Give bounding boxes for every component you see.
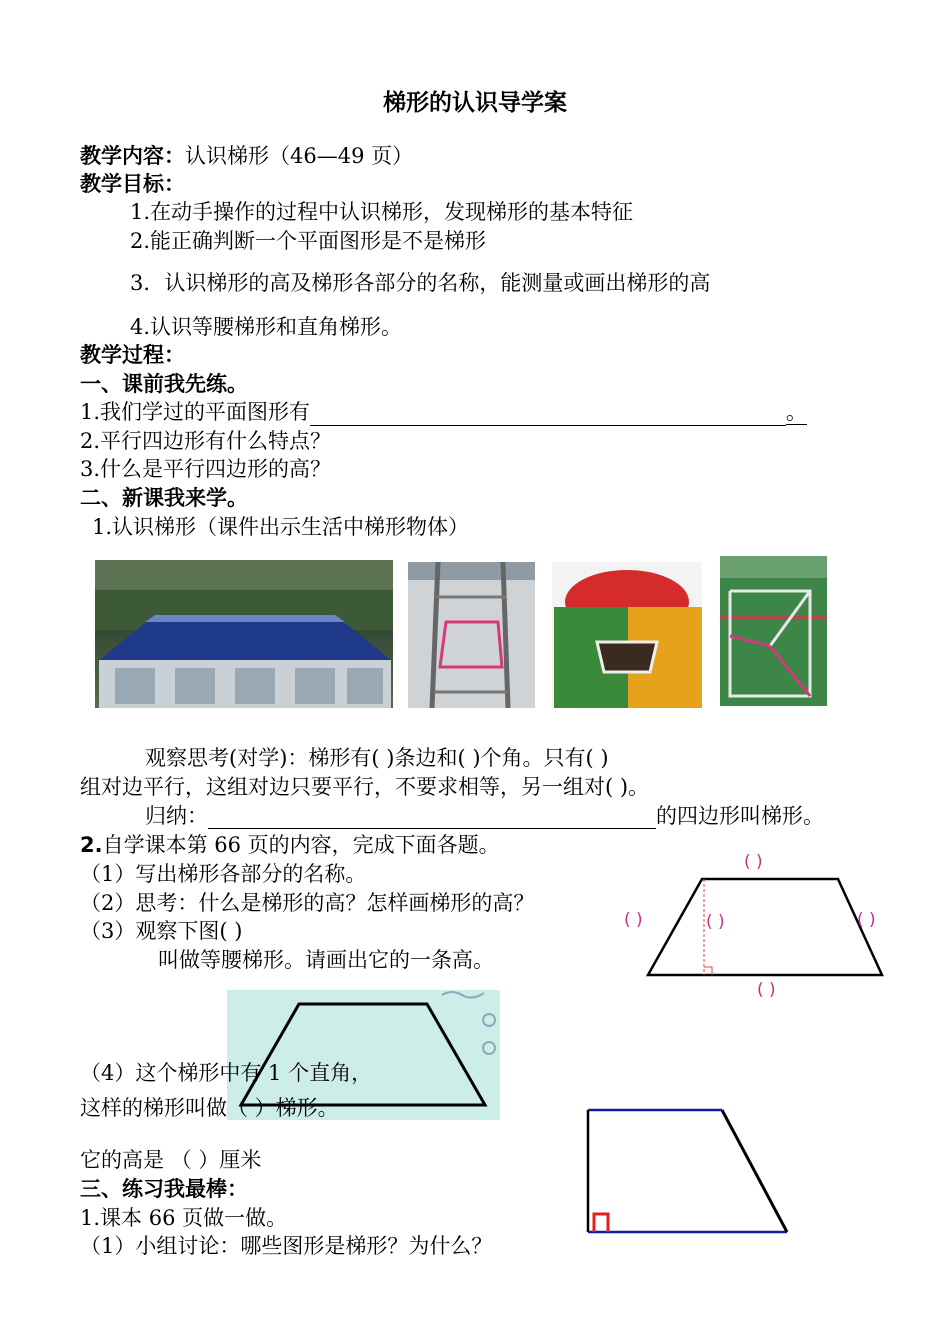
ladder-photo: [408, 562, 535, 708]
item2-number: 2.: [80, 833, 103, 857]
slanted-side: [722, 1110, 787, 1232]
sub-question-2: （2）思考：什么是梯形的高？怎样画梯形的高？: [80, 891, 535, 915]
label-top-paren: ( ): [744, 852, 763, 872]
section2-item1: 1.认识梯形（课件出示生活中梯形物体）: [92, 515, 470, 539]
pavilion-illustration: [95, 560, 393, 708]
right-angle-mark: [594, 1214, 608, 1232]
section1-q3: 3.什么是平行四边形的高？: [80, 457, 332, 481]
goal-item: 3．认识梯形的高及梯形各部分的名称，能测量或画出梯形的高: [130, 271, 711, 295]
goal-illustration: [720, 556, 827, 706]
answer-blank[interactable]: [310, 405, 786, 426]
section3-heading: 三、练习我最棒：: [80, 1177, 248, 1201]
goal-photo: [720, 556, 827, 706]
goal-item: 2.能正确判断一个平面图形是不是梯形: [130, 229, 487, 253]
goals-label: 教学目标：: [80, 172, 185, 196]
section3-sub1: （1）小组讨论：哪些图形是梯形？为什么？: [80, 1234, 493, 1258]
right-trapezoid-diagram: [582, 1102, 792, 1237]
observe-line1: 观察思考(对学)：梯形有( )条边和( )个角。只有( ): [145, 746, 609, 770]
sub-question-1: （1）写出梯形各部分的名称。: [80, 862, 367, 886]
section2-item2: [80, 832, 500, 858]
sub-question-3: （3）观察下图( ): [80, 919, 243, 943]
process-label: 教学过程：: [80, 343, 185, 367]
section1-q2: 2.平行四边形有什么特点？: [80, 429, 332, 453]
page-title: 梯形的认识导学案: [383, 90, 567, 116]
item2-text: 自学课本第 66 页的内容，完成下面各题。: [102, 833, 500, 857]
goal-item: 1.在动手操作的过程中认识梯形，发现梯形的基本特征: [130, 200, 634, 224]
label-height-paren: ( ): [706, 912, 725, 932]
ladder-illustration: [408, 562, 535, 708]
q1-text: 1.我们学过的平面图形有: [80, 400, 311, 424]
pavilion-photo: [95, 560, 393, 708]
label-bottom-paren: ( ): [757, 980, 776, 1000]
trapezoid-parts-diagram: [640, 875, 890, 980]
q1-end: 。: [786, 400, 808, 424]
summary-end: 的四边形叫梯形。: [656, 804, 824, 828]
isosceles-trapezoid-shape: [241, 1004, 485, 1105]
observe-line2: 组对边平行，这组对边只要平行，不要求相等，另一组对( )。: [80, 775, 650, 799]
sub-question-4: （4）这个梯形中有 1 个直角，: [80, 1061, 373, 1085]
height-question: 它的高是 （ ）厘米: [80, 1148, 262, 1172]
sub-question-3b: 叫做等腰梯形。请画出它的一条高。: [158, 948, 494, 972]
section1-q1: [80, 399, 807, 426]
label-right-paren: ( ): [857, 910, 876, 930]
section1-heading: 一、课前我先练。: [80, 372, 248, 396]
section2-heading: 二、新课我来学。: [80, 486, 248, 510]
goal-item: 4.认识等腰梯形和直角梯形。: [130, 315, 403, 339]
content-text: 认识梯形（46—49 页）: [185, 144, 414, 168]
trashcan-illustration: [552, 562, 702, 708]
trashcan-photo: [552, 562, 702, 708]
trapezoid-shape: [648, 879, 882, 975]
summary-line: [145, 803, 824, 829]
section3-item1: 1.课本 66 页做一做。: [80, 1206, 288, 1230]
content-label: 教学内容：: [80, 144, 185, 168]
sub-question-4b: 这样的梯形叫做（ ）梯形。: [80, 1096, 339, 1120]
summary-blank[interactable]: [208, 808, 656, 829]
content-line: [80, 143, 413, 169]
label-left-paren: ( ): [624, 910, 643, 930]
summary-label: 归纳：: [145, 804, 208, 828]
